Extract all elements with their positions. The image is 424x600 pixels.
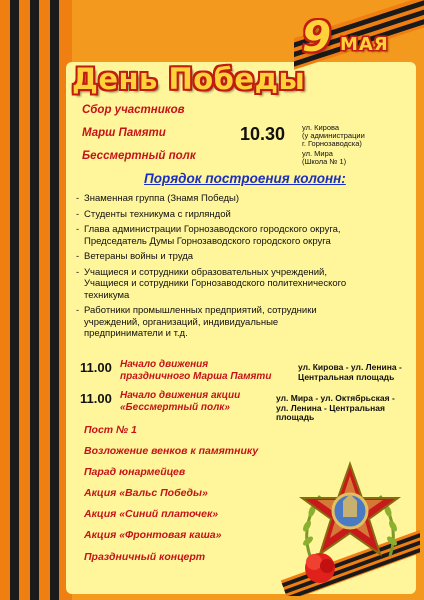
schedule-title: Начало движения акции «Бессмертный полк» bbox=[120, 390, 241, 413]
event-memory-march: Марш Памяти bbox=[82, 127, 166, 139]
address-line: (Школа № 1) bbox=[302, 157, 347, 166]
address-line: г. Горнозаводска) bbox=[302, 139, 362, 148]
list-item: - Глава администрации Горнозаводского городского округа, Председатель Думы Горнозаводского городского округа bbox=[74, 224, 410, 247]
columns-list bbox=[74, 193, 410, 344]
date-badge bbox=[302, 12, 424, 66]
gathering-address-1 bbox=[302, 124, 365, 148]
address-line: ул. Кирова bbox=[302, 123, 340, 132]
list-item: - Ветераны войны и труда bbox=[74, 251, 410, 263]
program-item: Праздничный концерт bbox=[84, 551, 206, 563]
program-item: Акция «Фронтовая каша» bbox=[84, 529, 222, 541]
address-line: (у администрации bbox=[302, 131, 365, 140]
columns-heading: Порядок построения колонн: bbox=[144, 171, 346, 186]
date-number: 9 bbox=[302, 12, 332, 61]
list-item: - Знаменная группа (Знамя Победы) bbox=[74, 193, 410, 205]
schedule-route: ул. Кирова - ул. Ленина - Центральная площадь bbox=[298, 362, 402, 382]
list-item: - Учащиеся и сотрудники образовательных учреждений, Учащиеся и сотрудники Горнозаводского политехнического техникума bbox=[74, 267, 410, 302]
program-item: Акция «Синий платочек» bbox=[84, 508, 219, 520]
st-george-stripes-icon bbox=[0, 0, 72, 600]
address-line: ул. Мира bbox=[302, 149, 333, 158]
schedule-time: 11.00 bbox=[80, 391, 112, 406]
event-immortal-regiment: Бессмертный полк bbox=[82, 150, 196, 162]
program-item: Возложение венков к памятнику bbox=[84, 445, 259, 457]
title-block bbox=[72, 62, 332, 102]
schedule-route: ул. Мира - ул. Октябрьская - ул. Ленина - Центральная площадь bbox=[276, 393, 395, 422]
program-item: Пост № 1 bbox=[84, 424, 137, 436]
program-item: Акция «Вальс Победы» bbox=[84, 487, 208, 499]
list-item: - Работники промышленных предприятий, сотрудники учреждений, организаций, индивидуальные предприниматели и т.д. bbox=[74, 305, 410, 340]
program-item: Парад юнармейцев bbox=[84, 466, 186, 478]
schedule-title: Начало движения праздничного Марша Памяти bbox=[120, 359, 272, 382]
order-of-victory-icon bbox=[280, 456, 420, 596]
date-month: МАЯ bbox=[340, 34, 389, 55]
schedule-time: 11.00 bbox=[80, 360, 112, 375]
page-title: День Победы bbox=[72, 62, 306, 96]
event-gathering: Сбор участников bbox=[82, 104, 185, 116]
list-item: - Студенты техникума с гирляндой bbox=[74, 209, 410, 221]
gathering-time: 10.30 bbox=[240, 124, 286, 144]
gathering-address-2 bbox=[302, 150, 346, 166]
